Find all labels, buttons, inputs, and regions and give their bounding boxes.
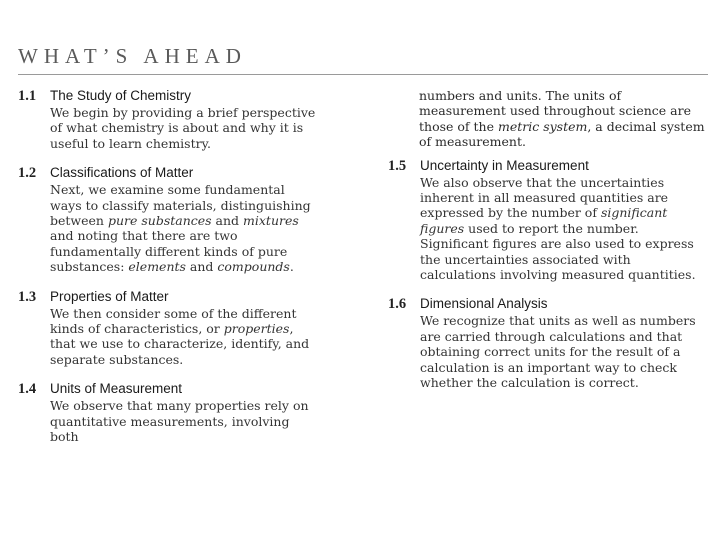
section-title: Dimensional Analysis (420, 296, 548, 312)
body-text: numbers and units. The units of measurement used throughout science are those of the (419, 88, 691, 134)
emphasized-term: elements (128, 259, 186, 275)
section-1-1 (18, 88, 318, 151)
body-text: We then consider some of the different kinds of characteristics, or (50, 305, 297, 337)
body-text: and noting that there are two fundamentally different kinds of pure substances: (50, 228, 288, 275)
heading-divider (18, 74, 708, 75)
section-title: Classifications of Matter (50, 165, 194, 181)
body-text: Next, we examine some fundamental ways to classify materials, distinguishing between (50, 182, 311, 229)
section-heading (18, 165, 318, 182)
section-title: The Study of Chemistry (50, 88, 192, 103)
section-description (50, 105, 318, 151)
section-1-4 (18, 381, 318, 444)
emphasized-term: compounds (217, 259, 290, 275)
body-text: We begin by providing a brief perspective of what chemistry is about and why it is useful to learn chemistry. (50, 105, 316, 151)
emphasized-term: pure substances (107, 213, 212, 229)
body-text: , that we use to characterize, identify, and separate substances. (50, 321, 310, 367)
section-number: 1.5 (388, 157, 407, 174)
section-description (420, 175, 708, 283)
body-text: We recognize that units as well as numbers are carried through calculations and that obtaining correct units for the result of a calculation is an important way to check whether the calculation is correct. (420, 313, 696, 391)
emphasized-term: metric system (497, 118, 588, 134)
left-column (18, 88, 318, 459)
emphasized-term: properties (223, 321, 290, 337)
section-heading (18, 88, 318, 105)
section-heading (18, 381, 318, 398)
emphasized-term: mixtures (243, 213, 299, 229)
page-heading: WHAT’S AHEAD (18, 44, 247, 68)
body-text: We observe that many properties rely on quantitative measurements, involving both (50, 398, 309, 445)
section-description (50, 306, 318, 368)
body-text: and (185, 259, 218, 275)
section-1-2 (18, 165, 318, 274)
body-text: We also observe that the uncertainties inherent in all measured quantities are expressed by the number of (420, 174, 669, 221)
section-number: 1.6 (388, 296, 407, 313)
body-text: used to report the number. Significant figures are also used to express the uncertainties associated with calculations involving measured quantities. (420, 220, 696, 283)
section-title: Properties of Matter (50, 288, 169, 304)
section-description (50, 182, 318, 274)
section-heading (388, 158, 708, 175)
section-description (50, 398, 318, 444)
body-text: and (211, 213, 244, 229)
section-heading (18, 289, 318, 306)
body-text: , a decimal system of measurement. (419, 118, 705, 150)
section-title: Units of Measurement (50, 381, 183, 397)
section-1-6 (388, 296, 708, 390)
section-number: 1.1 (18, 88, 37, 104)
section-1-5 (388, 158, 708, 283)
section-number: 1.3 (18, 288, 37, 305)
emphasized-term: significant figures (420, 205, 668, 236)
section-1-3 (18, 289, 318, 368)
body-text: . (289, 259, 294, 275)
section-title: Uncertainty in Measurement (420, 157, 589, 173)
section-1-4-continuation (419, 88, 708, 150)
section-number: 1.4 (18, 381, 37, 398)
right-column (388, 88, 708, 405)
section-heading (388, 296, 708, 313)
section-description (420, 313, 708, 390)
section-number: 1.2 (18, 165, 37, 182)
